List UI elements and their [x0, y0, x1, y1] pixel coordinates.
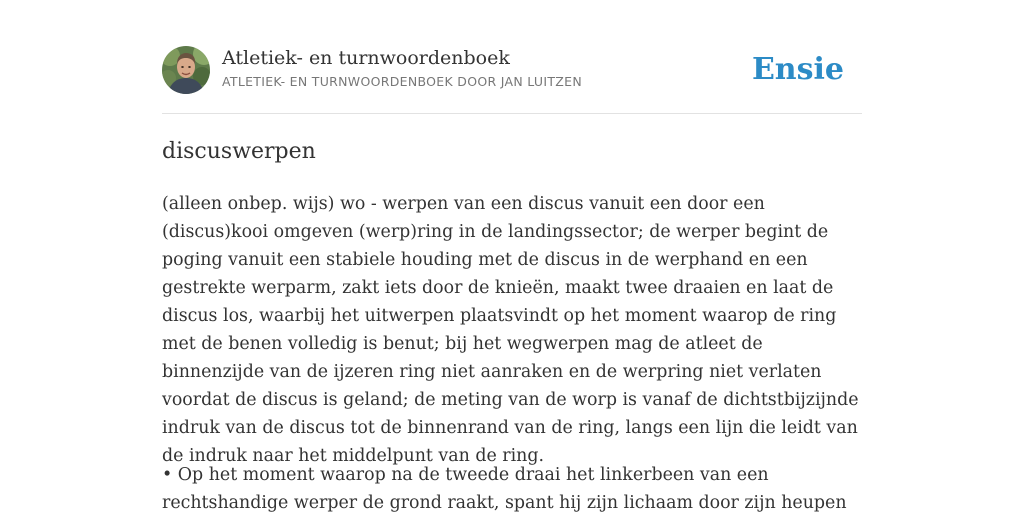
site-subtitle[interactable]: ATLETIEK- EN TURNWOORDENBOEK DOOR JAN LUITZEN [222, 74, 582, 89]
author-avatar-icon [162, 46, 210, 94]
entry-title: discuswerpen [162, 139, 316, 164]
entry-definition: (alleen onbep. wijs) wo - werpen van een discus vanuit een door een (discus)kooi omgeven (werp)ring in de landingssector; de werper begint de poging vanuit een stabiele houding met de discus in de werphand en een gestrekte werparm, zakt iets door de knieën, maakt twee draaien en laat de discus los, waarbij het uitwerpen plaatsvindt op het moment waarop de ring met de benen volledig is benut; bij het wegwerpen mag de atleet de binnenzijde van de ijzeren ring niet aanraken en de werpring niet verlaten voordat de discus is geland; de meting van de worp is vanaf de dichtstbijzijnde indruk van de discus tot de binnenrand van de ring, langs een lijn die leidt van de indruk naar het middelpunt van de ring. [162, 194, 859, 466]
site-title[interactable]: Atletiek- en turnwoordenboek [222, 47, 510, 69]
author-avatar[interactable] [162, 46, 210, 94]
header-divider [162, 113, 862, 114]
site-header [162, 46, 862, 96]
entry-note: • Op het moment waarop na de tweede draai het linkerbeen van een rechtshandige werper de grond raakt, spant hij zijn lichaam door zijn heupen [162, 465, 847, 512]
ensie-logo[interactable]: Ensie [751, 52, 844, 87]
